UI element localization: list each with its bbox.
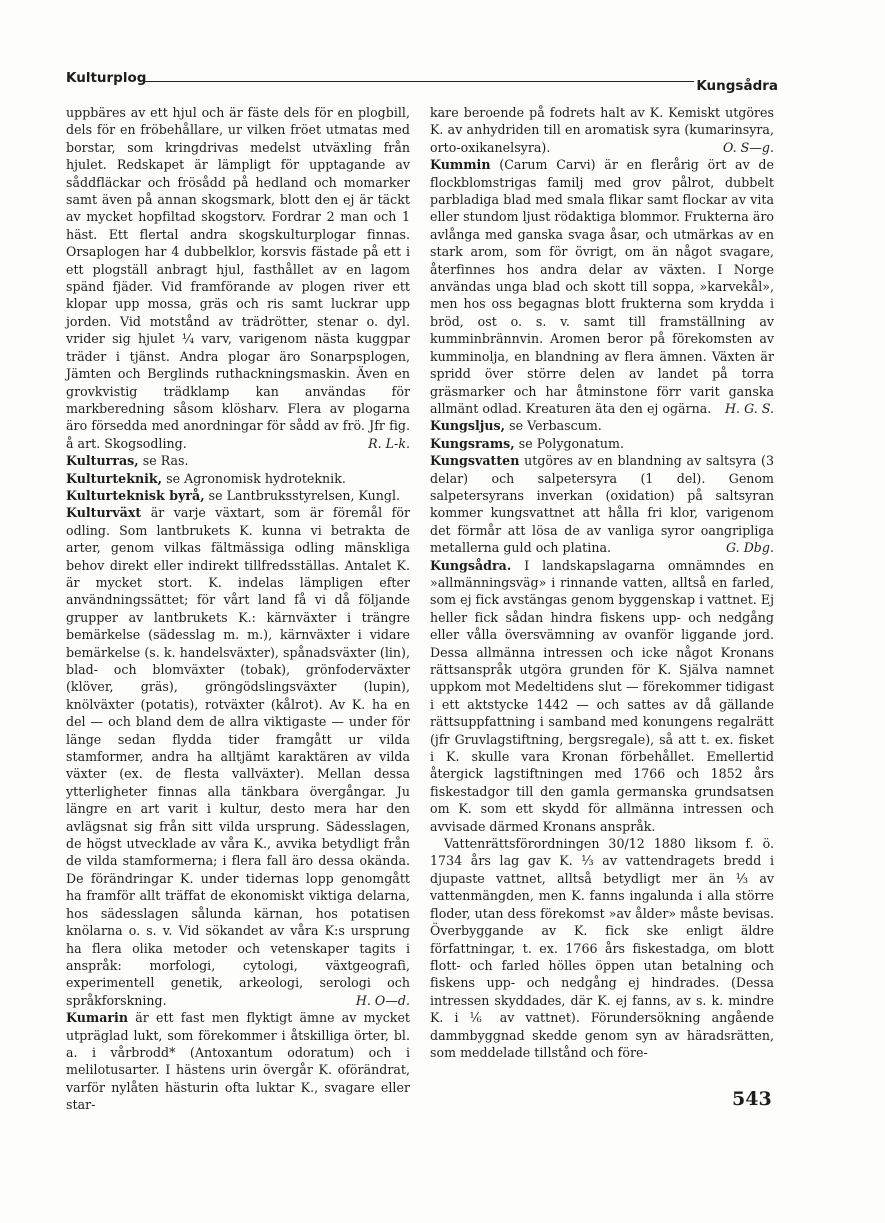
right-column: [430, 104, 774, 1061]
entry-headword: Kungsådra.: [430, 557, 512, 573]
dictionary-entry: [66, 1009, 410, 1113]
dictionary-entry: [430, 435, 774, 452]
dictionary-entry: [430, 557, 774, 836]
entry-headword: Kummin: [430, 157, 491, 173]
dictionary-entry: [430, 417, 774, 434]
entry-headword: Kungsrams,: [430, 435, 515, 451]
paragraph: [430, 104, 774, 156]
entry-headword: Kulturteknik,: [66, 470, 163, 486]
dictionary-entry: [66, 487, 410, 504]
dictionary-entry: [430, 452, 774, 556]
author-signature: G. Dbg.: [726, 540, 774, 556]
entry-text: se Ras.: [138, 453, 189, 469]
left-column: [66, 104, 410, 1114]
entry-text: kare beroende på fodrets halt av K. Kemiskt utgöres K. av anhydriden till en aromatisk syra (kumarinsyra, orto-oxikanelsyra).: [430, 105, 774, 155]
header-left-title: Kulturplog: [66, 70, 147, 86]
dictionary-entry: [430, 156, 774, 417]
entry-text: (Carum Carvi) är en flerårig ört av de flockblomstrigas familj med grov pålrot, dubbelt parbladiga blad med smala flikar samt flockar av vita eller stundom ljust rödaktiga blommor. Frukterna äro avlånga med ganska svaga åsar, och utmärkas av en stark arom, som för övrigt, om än något svagare, återfinnes hos andra delar av växten. I Norge användas unga blad och skott till soppa, »karvekål», men hos oss begagnas blott frukterna som krydda i bröd, ost o. s. v. samt till framställning av kumminbrännvin. Aromen beror på förekomsten av kumminolja, en blandning av flera ämnen. Växten är spridd över större delen av landet på torra gräsmarker och har åtminstone förr varit ganska allmänt odlad. Kreaturen äta den ej ogärna.: [430, 157, 774, 416]
entry-text: är ett fast men flyktigt ämne av mycket utpräglad lukt, som förekommer i åtskilliga örter, bl. a. i vårbrodd* (Antoxantum odoratum) och i melilotusarter. I hästens urin övergår K. oförändrat, varför nylåten hästurin ofta luktar K., svagare eller star-: [66, 1010, 410, 1113]
entry-text: utgöres av en blandning av saltsyra (3 delar) och salpetersyra (1 del). Genom salpetersyrans inverkan (oxidation) på saltsyran kommer kungsvattnet att hålla fri klor, varigenom det förmår att lösa de av vanliga syror oangripliga metallerna guld och platina.: [430, 453, 774, 556]
entry-text: se Polygonatum.: [514, 435, 624, 451]
entry-text: I landskapslagarna omnämndes en »allmänningsväg» i rinnande vatten, alltså en farled, som ej fick avstängas genom byggenskap i vattnet. Ej heller fick sådan hindra fiskens upp- och nedgång eller vålla översvämning av ovanför liggande jord. Dessa allmänna intressen och icke något Kronans rättsanspråk utgöra grunden för K. Själva namnet uppkom mot Medeltidens slut — förekommer tidigast i ett aktstycke 1442 — och sattes av då gällande rättsuppfattning i samband med konungens regalrätt (jfr Gruvlagstiftning, bergsregale), så att t. ex. fisket i K. skulle vara Kronan förbehållet. Emellertid återgick lagstiftningen med 1766 och 1852 års fiskestadgor till den gamla germanska grundsatsen om K. som ett skydd för allmänna intressen och avvisade därmed Kronans anspråk.: [430, 557, 774, 834]
entry-text: se Agronomisk hydroteknik.: [162, 470, 346, 486]
entry-headword: Kungsvatten: [430, 453, 520, 469]
author-signature: O. S—g.: [722, 139, 774, 155]
header-right-title: Kungsådra: [696, 78, 778, 94]
entry-text: Vattenrättsförordningen 30/12 1880 liksom f. ö. 1734 års lag gav K. ⅓ av vattendragets bredd i djupaste vattnet, alltså betydligt mer än ⅓ av vattenmängden, men K. fanns ingalunda i alla större floder, utan dess förekomst »av ålder» måste bevisas. Överbyggande av K. fick ske enligt äldre författningar, t. ex. 1766 års fiskestadga, om blott flott- och farled hölles öppen utan betalning och fiskens upp- och nedgång ej hindrades. (Dessa intressen skyddades, där K. ej fanns, av s. k. mindre K. i ⅙ av vattnet). Förundersökning angående dammbyggnad skedde genom syn av häradsrätten, som meddelade tillstånd och före-: [430, 836, 774, 1060]
header-rule: [144, 81, 694, 82]
dictionary-entry: [66, 470, 410, 487]
entry-headword: Kumarin: [66, 1010, 129, 1026]
dictionary-entry: [66, 452, 410, 469]
paragraph: [66, 104, 410, 452]
author-signature: R. L-k.: [368, 435, 410, 451]
author-signature: H. G. S.: [725, 400, 774, 416]
dictionary-entry: [66, 504, 410, 1009]
entry-headword: Kulturras,: [66, 453, 139, 469]
author-signature: H. O—d.: [355, 992, 410, 1008]
entry-headword: Kungsljus,: [430, 418, 506, 434]
page-number: 543: [732, 1088, 772, 1110]
paragraph: [430, 835, 774, 1061]
running-header: [66, 70, 778, 96]
entry-text: är varje växtart, som är föremål för odling. Som lantbrukets K. kunna vi betrakta de arter, genom vilkas fältmässiga odling mänskliga behov direkt eller indirekt tillfredsställas. Antalet K. är mycket stort. K. indelas lämpligen efter användningssättet; för vårt land få vi då följande grupper av lantbrukets K.: kärnväxter i trängre bemärkelse (sädesslag m. m.), kärnväxter i vidare bemärkelse (s. k. handelsväxter), spånadsväxter (lin), blad- och blomväxter (tobak), grönfoderväxter (klöver, gräs), gröngödslingsväxter (lupin), knölväxter (potatis), rotväxter (kålrot). Av K. ha en del — och bland dem de allra viktigaste — under för länge sedan flydda tider framgått ur vilda stamformer, andra ha alltjämt karaktären av vilda växter (ex. de flesta vallväxter). Mellan dessa ytterligheter finnas alla tänkbara övergångar. Ju längre en art varit i kultur, desto mera har den avlägsnat sig från sitt vilda ursprung. Sädesslagen, de högst utvecklade av våra K., avvika betydligt från de vilda stamformerna; i flera fall äro dessa okända. De förändringar K. under tidernas lopp genomgått ha framför allt träffat de ekonomiskt viktiga delarna, hos sädesslagen sålunda kärnan, hos potatisen knölarna o. s. v. Vid sökandet av våra K:s ursprung ha flera olika metoder och vetenskaper tagits i anspråk: morfologi, cytologi, växtgeografi, experimentell genetik, arkeologi, serologi och språkforskning.: [66, 505, 410, 1008]
entry-text: se Lantbruksstyrelsen, Kungl.: [204, 487, 401, 503]
entry-text: se Verbascum.: [505, 418, 602, 434]
entry-headword: Kulturväxt: [66, 505, 142, 521]
entry-headword: Kulturteknisk byrå,: [66, 487, 205, 503]
entry-text: uppbäres av ett hjul och är fäste dels för en plogbill, dels för en fröbehållare, ur vilken fröet utmatas med borstar, som kringdrivas medelst utväxling från hjulet. Redskapet är lämpligt för upptagande av såddfläckar och frösådd på hedland och momarker samt även på annan skogsmark, blott den ej är täckt av mycket hopfiltad skogstorv. Fordrar 2 man och 1 häst. Ett flertal andra skogskulturplogar finnas. Orsaplogen har 4 dubbelklor, korsvis fästade på ett i ett plogställ anbragt hjul, fasthållet av en lagom spänd fjäder. Vid framförande av plogen river ett klopar upp mossa, gräs och ris samt luckrar upp jorden. Vid motstånd av trädrötter, stenar o. dyl. vrider sig hjulet ¼ varv, varigenom nästa kuggpar träder i tjänst. Andra plogar äro Sonarpsplogen, Jämten och Berglinds ruthackningsmaskin. Även en grovkvistig trädklamp kan användas för markberedning såsom klösharv. Flera av plogarna äro försedda med anordningar för sådd av frö. Jfr fig. å art. Skogsodling.: [66, 105, 410, 451]
